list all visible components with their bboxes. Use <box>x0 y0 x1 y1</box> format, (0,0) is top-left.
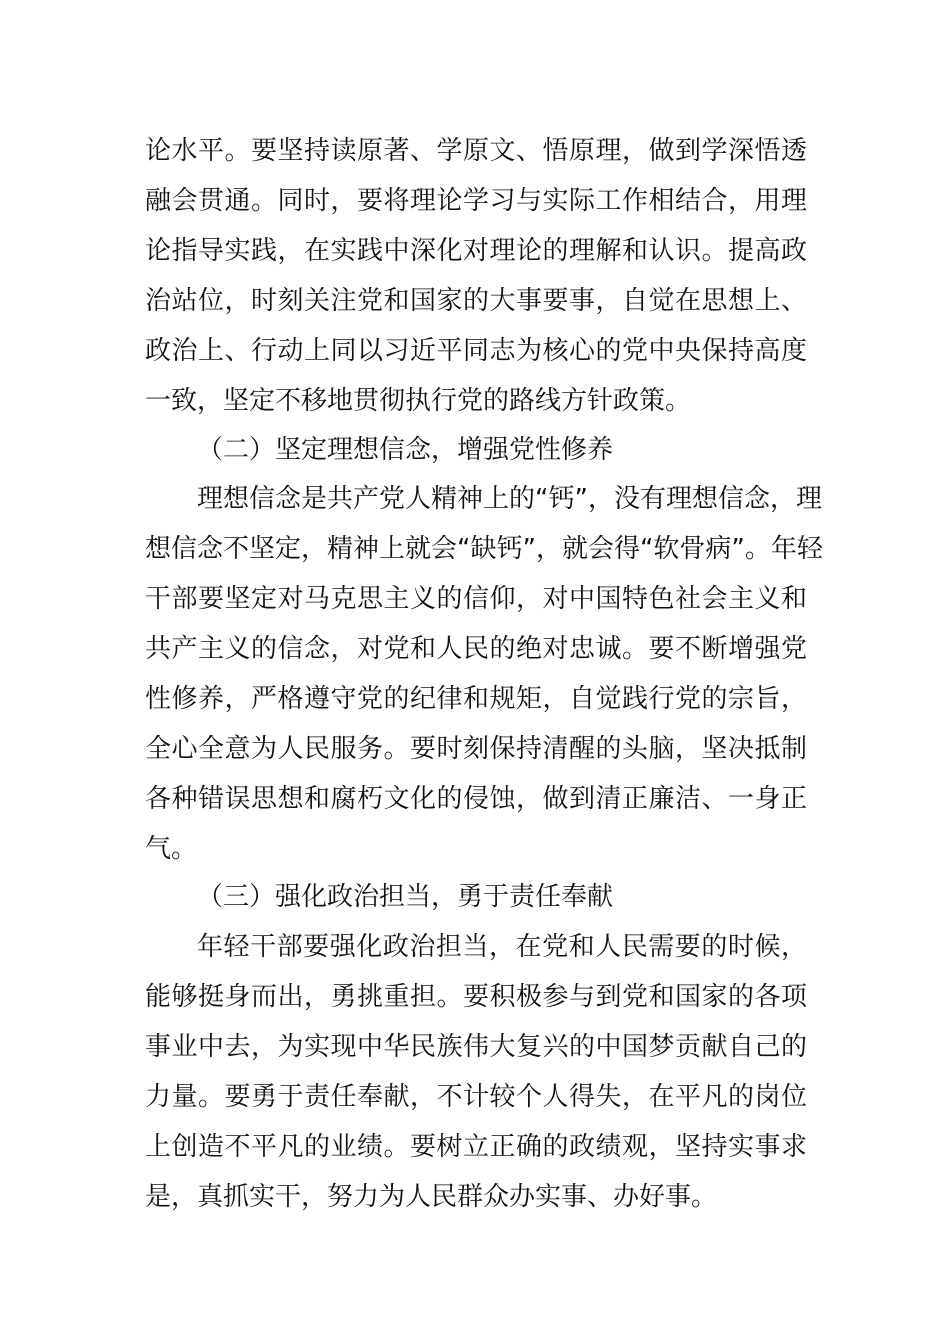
paragraph-line: 论水平。要坚持读原著、学原文、悟原理，做到学深悟透 <box>145 136 807 166</box>
paragraph-theory-study <box>145 126 807 426</box>
paragraph-line: 性修养，严格遵守党的纪律和规矩，自觉践行党的宗旨， <box>145 684 807 714</box>
paragraph-line: 能够挺身而出，勇挑重担。要积极参与到党和国家的各项 <box>145 982 807 1012</box>
paragraph-line: 共产主义的信念，对党和人民的绝对忠诚。要不断增强党 <box>145 634 807 664</box>
paragraph-line: 一致，坚定不移地贯彻执行党的路线方针政策。 <box>145 386 692 416</box>
section-heading-3 <box>145 872 807 922</box>
paragraph-line: 年轻干部要强化政治担当，在党和人民需要的时候， <box>197 932 807 962</box>
paragraph-line: 各种错误思想和腐朽文化的侵蚀，做到清正廉洁、一身正 <box>145 784 807 814</box>
paragraph-political-responsibility <box>145 922 807 1222</box>
paragraph-line: 是，真抓实干，努力为人民群众办实事、办好事。 <box>145 1182 718 1212</box>
paragraph-ideals-beliefs <box>145 474 823 874</box>
paragraph-line: 气。 <box>145 834 198 864</box>
paragraph-line: 想信念不坚定，精神上就会“缺钙”，就会得“软骨病”。年轻 <box>145 534 823 564</box>
paragraph-line: 治站位，时刻关注党和国家的大事要事，自觉在思想上、 <box>145 286 807 316</box>
paragraph-line: 融会贯通。同时，要将理论学习与实际工作相结合，用理 <box>145 186 807 216</box>
paragraph-line: 政治上、行动上同以习近平同志为核心的党中央保持高度 <box>145 336 807 366</box>
paragraph-line: 理想信念是共产党人精神上的“钙”，没有理想信念，理 <box>197 484 822 514</box>
paragraph-line: 全心全意为人民服务。要时刻保持清醒的头脑，坚决抵制 <box>145 734 807 764</box>
paragraph-line: 事业中去，为实现中华民族伟大复兴的中国梦贡献自己的 <box>145 1032 807 1062</box>
heading-text: （二）坚定理想信念，增强党性修养 <box>197 435 614 465</box>
section-heading-2 <box>145 425 807 475</box>
paragraph-line: 力量。要勇于责任奉献，不计较个人得失，在平凡的岗位 <box>145 1082 807 1112</box>
paragraph-line: 干部要坚定对马克思主义的信仰，对中国特色社会主义和 <box>145 584 807 614</box>
paragraph-line: 上创造不平凡的业绩。要树立正确的政绩观，坚持实事求 <box>145 1132 807 1162</box>
paragraph-line: 论指导实践，在实践中深化对理论的理解和认识。提高政 <box>145 236 807 266</box>
heading-text: （三）强化政治担当，勇于责任奉献 <box>197 882 614 912</box>
